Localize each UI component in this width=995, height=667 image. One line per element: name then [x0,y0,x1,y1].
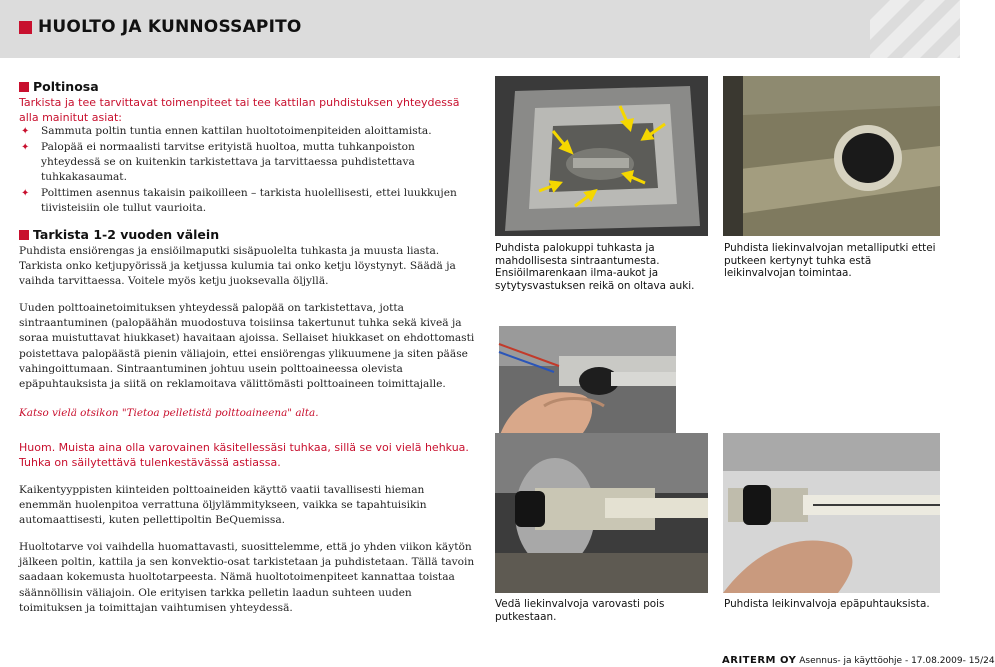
poltinosa-intro: Tarkista ja tee tarvittavat toimenpiteet tai tee kattilan puhdistuksen yhteydessä alla mainitut asiat: [19,96,460,124]
maintenance-paragraph-2: Huoltotarve voi vaihdella huomattavasti, suosittelemme, että jo yhden viikon käytön jälkeen poltin, kattila ja sen konvektio-osat tarkistetaan ja puhdistetaan. Tällä tavoin saadaan kokemusta huoltotarpeesta. Nämä huoltotoimenpiteet kannattaa toistaa säännöllisin väliajoin. Ole erityisen tarkka pelletin laadun suhteen uuden toimituksen ja toimittajan vaihtumisen yhteydessä. [19,541,475,614]
flame-monitor-tube-photo [723,76,940,236]
burner-cup-photo [495,76,708,236]
section-title-tarkista: Tarkista 1-2 vuoden välein [19,227,219,242]
section-marker [19,230,29,240]
list-item: ✦ Palopää ei normaalisti tarvitse erityistä huoltoa, mutta tuhkanpoiston yhteydessä se on kuitenkin tarkistettava ja tarvittaessa puhdistettava tuhkakasaumat. [21,141,415,183]
burner-cup-caption: Puhdista palokuppi tuhkasta ja mahdollisesta sintraantumesta. Ensiöilmarenkaan ilma-aukot ja sytytysvastuksen reikä on oltava auki. [495,242,695,292]
footer-page-info: Asennus- ja käyttöohje - 17.08.2009- 15/24 [799,656,995,666]
sensor-cleaning-caption: Puhdista leikinvalvoja epäpuhtauksista. [724,598,930,610]
page-title: HUOLTO JA KUNNOSSAPITO [38,17,302,37]
metal-tube-illustration [723,76,940,236]
header-marker [19,21,32,34]
bullet-icon: ✦ [21,142,30,153]
page-footer [722,655,995,666]
poltinosa-bullet-list [19,124,474,217]
sensor-removed-illustration [495,433,708,593]
maintenance-paragraph-1: Kaikentyyppisten kiinteiden polttoaineiden käyttö vaatii tavallisesti hieman enemmän huolenpitoa verrattuna öljylämmitykseen, vaikka se tapahtuisikin automaattisesti, kuten pellettipoltin BeQuemissa. [19,484,427,527]
header-stripes-decoration [870,0,960,58]
page-header [0,0,960,58]
sensor-pulled-out-photo [495,433,708,593]
bullet-icon: ✦ [21,188,30,199]
see-also-note: Katso vielä otsikon "Tietoa pelletistä polttoaineena" alta. [19,407,319,419]
section-marker [19,82,29,92]
section-title-poltinosa: Poltinosa [19,79,99,94]
sensor-cleaning-photo [723,433,940,593]
hand-sensor-illustration [499,326,676,438]
hand-pulling-sensor-photo [499,326,676,438]
list-item: ✦ Polttimen asennus takaisin paikoilleen – tarkista huolellisesti, ettei luukkujen tiivisteisiin ole tullut vaurioita. [21,187,457,214]
sensor-removed-caption: Vedä liekinvalvoja varovasti pois putkestaan. [495,598,665,623]
sensor-cleaning-illustration [723,433,940,593]
tarkista-text: Puhdista ensiörengas ja ensiöilmaputki sisäpuolelta tuhkasta ja muusta liasta. Tarkista onko ketjupyörissä ja ketjussa kulumia tai onko ketju löystynyt. Säädä ja vaihda tarvittaessa. Voitele myös ketju juoksevalla öljyllä. [19,245,456,288]
ash-warning-note: Huom. Muista aina olla varovainen käsitellessäsi tuhkaa, sillä se voi vielä hehkua. Tuhka on säilytettävä tulenkestävässä astiassa. [19,441,469,469]
tube-caption: Puhdista liekinvalvojan metalliputki ettei putkeen kertynyt tuhka estä leikinvalvojan toimintaa. [724,242,936,279]
bullet-icon: ✦ [21,126,30,137]
burner-cup-illustration [495,76,708,236]
footer-brand: ARITERM OY [722,655,797,666]
sintering-paragraph: Uuden polttoainetoimituksen yhteydessä palopää on tarkistettava, jotta sintraantuminen (palopäähän muodostuva toisiinsa takertunut tuhka sekä kiveä ja soraa muistuttavat hiukkaset) havaitaan ajoissa. Sellaiset hiukkaset on ehdottomasti poistettava palopäästä pienin väliajoin, ettei ensiörengas ylikuumene ja siten pääse vahingoittumaan. Sintraantuminen johtuu usein polttoaineessa olevista epäpuhtauksista ja siitä on reklamoitava välittömästi polttoaineen toimittajalle. [19,302,475,391]
list-item: ✦ Sammuta poltin tuntia ennen kattilan huoltotoimenpiteiden aloittamista. [21,125,432,137]
